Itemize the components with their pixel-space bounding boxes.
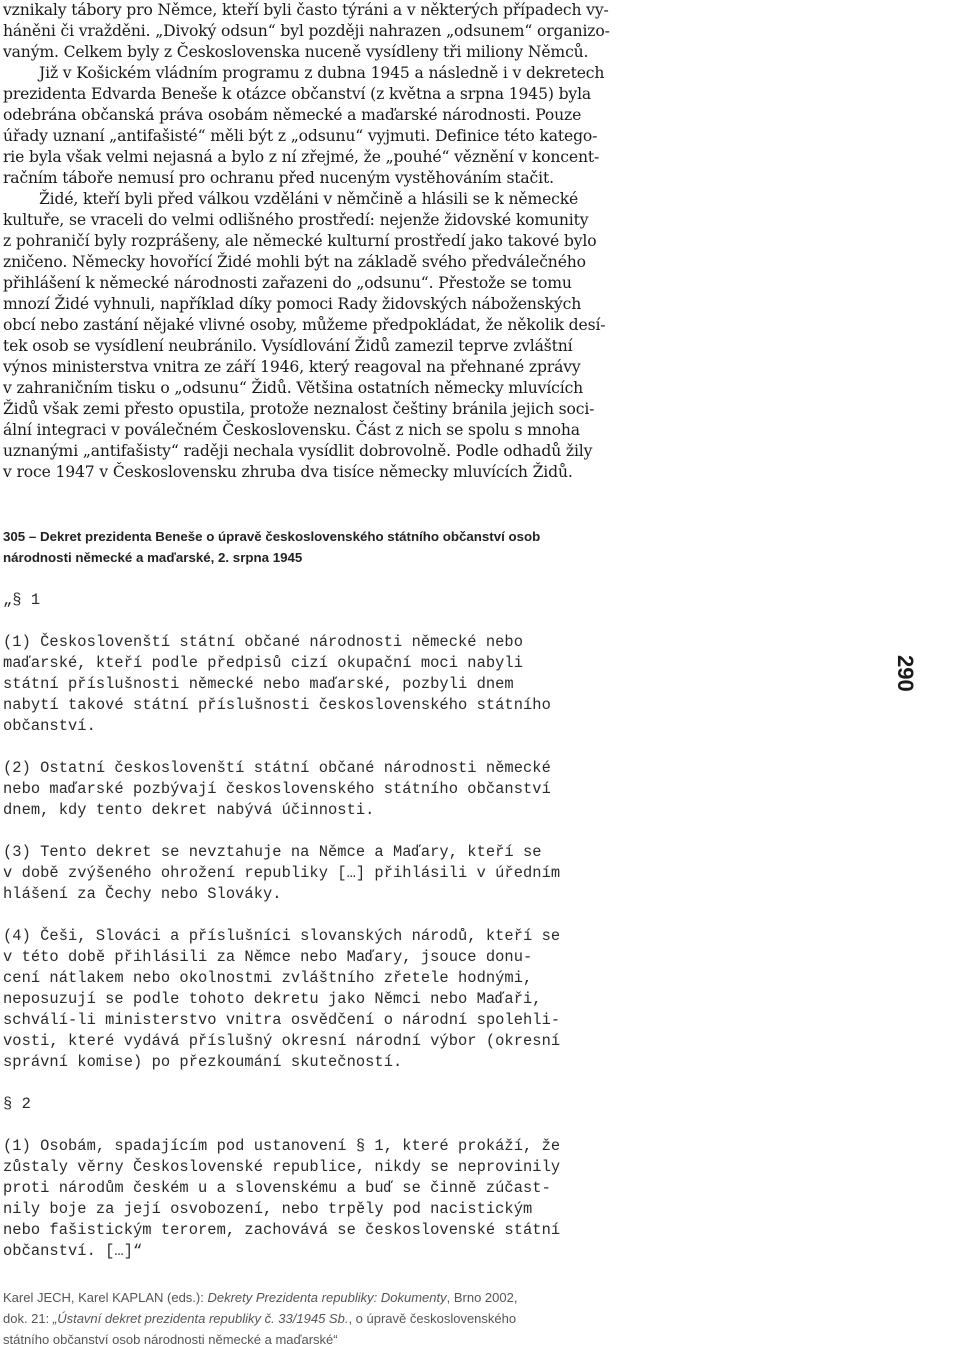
citation-place-year: , Brno 2002,: [446, 1290, 518, 1305]
decree-line: zůstaly věrny Československé republice, nikdy se neprovinily: [3, 1158, 561, 1176]
caption-line: 305 – Dekret prezidenta Beneše o úpravě československého státního občanství osob: [3, 529, 541, 544]
decree-line: státní příslušnosti německé nebo maďarské, pozbyli dnem: [3, 675, 514, 693]
body-line: zničeno. Německy hovořící Židé mohli být na základě svého předválečného: [3, 253, 586, 271]
page-number: 290: [893, 655, 918, 692]
body-line: z pohraničí byly rozprášeny, ale německé kulturní prostředí jako takové bylo: [3, 232, 597, 250]
article-body: [3, 0, 610, 483]
decree-line: nebo maďarské pozbývají československého státního občanství: [3, 780, 551, 798]
body-line: vznikaly tábory pro Němce, kteří byli často týráni a v některých případech vy-: [3, 1, 609, 19]
body-line: Židů však zemi přesto opustila, protože neznalost češtiny bránila jejich soci-: [3, 400, 595, 418]
decree-line: nabytí takové státní příslušnosti československého státního: [3, 696, 551, 714]
body-line: Již v Košickém vládním programu z dubna 1945 a následně i v dekretech: [39, 64, 605, 82]
body-line: výnos ministerstva vnitra ze září 1946, který reagoval na přehnané zprávy: [3, 358, 581, 376]
citation-line: státního občanství osob národnosti německé a maďarské“: [3, 1332, 338, 1347]
body-line: rie byla však velmi nejasná a bylo z ní zřejmé, že „pouhé“ věznění v koncent-: [3, 148, 600, 166]
citation-doc: dok. 21:: [3, 1311, 53, 1326]
citation-title: Dekrety Prezidenta republiky: Dokumenty: [207, 1290, 447, 1305]
section-heading: „§ 1: [3, 591, 41, 609]
decree-line: cení nátlakem nebo okolnostmi zvláštního zřetele hodnými,: [3, 969, 533, 987]
section-heading: § 2: [3, 1095, 31, 1113]
decree-line: (1) Osobám, spadajícím pod ustanovení § 1, které prokáží, že: [3, 1137, 561, 1155]
body-line: prezidenta Edvarda Beneše k otázce občanství (z května a srpna 1945) byla: [3, 85, 592, 103]
body-line: vaným. Celkem byly z Československa nuceně vysídleny tři miliony Němců.: [3, 43, 589, 61]
body-line: v zahraničním tisku o „odsunu“ Židů. Většina ostatních německy mluvících: [3, 379, 584, 397]
body-line: tek osob se vysídlení neubránilo. Vysídlování Židů zamezil teprve zvláštní: [3, 337, 573, 355]
body-line: háněni či vražděni. „Divoký odsun“ byl později nahrazen „odsunem“ organizo-: [3, 22, 610, 40]
decree-line: správní komise) po přezkoumání skutečností.: [3, 1053, 403, 1071]
decree-line: nebo fašistickým terorem, zachovává se československé státní: [3, 1221, 561, 1239]
decree-line: hlášení za Čechy nebo Slováky.: [3, 885, 282, 903]
decree-line: (3) Tento dekret se nevztahuje na Němce a Maďary, kteří se: [3, 843, 542, 861]
body-line: Židé, kteří byli před válkou vzděláni v němčině a hlásili se k německé: [39, 190, 579, 208]
citation-authors: Karel JECH, Karel KAPLAN (eds.):: [3, 1290, 208, 1305]
citation-line: [3, 1287, 603, 1308]
decree-line: vosti, které vydává příslušný okresní národní výbor (okresní: [3, 1032, 561, 1050]
decree-line: neposuzují se podle tohoto dekretu jako Němci nebo Maďaři,: [3, 990, 542, 1008]
decree-line: schválí-li ministerstvo vnitra osvědčení o národní spolehli-: [3, 1011, 561, 1029]
body-line: v roce 1947 v Československu zhruba dva tisíce německy mluvících Židů.: [3, 463, 573, 481]
decree-line: občanství. […]“: [3, 1242, 143, 1260]
body-line: uznanými „antifašisty“ raději nechala vysídlit dobrovolně. Podle odhadů žily: [3, 442, 593, 460]
decree-line: občanství.: [3, 717, 96, 735]
body-line: račním táboře nemusí pro ochranu před nuceným vystěhováním stačit.: [3, 169, 554, 187]
decree-line: v této době přihlásili za Němce nebo Maďary, jsouce donu-: [3, 948, 533, 966]
decree-quote: [3, 590, 603, 1262]
decree-line: nily boje za její osvobození, nebo trpěly pod nacistickým: [3, 1200, 533, 1218]
body-line: odebrána občanská práva osobám německé a maďarské národnosti. Pouze: [3, 106, 582, 124]
decree-line: dnem, kdy tento dekret nabývá účinnosti.: [3, 801, 375, 819]
decree-line: (1) Českoslovenští státní občané národnosti německé nebo: [3, 633, 524, 651]
decree-line: proti národům českém u a slovenskému a buď se činně zúčast-: [3, 1179, 551, 1197]
citation-doc-title: „Ústavní dekret prezidenta republiky č. 33/1945 Sb.: [52, 1311, 349, 1326]
source-citation: [3, 1287, 603, 1350]
decree-line: maďarské, kteří podle předpisů cizí okupační moci nabyli: [3, 654, 524, 672]
body-line: mnozí Židé vyhnuli, například díky pomoci Rady židovských náboženských: [3, 295, 582, 313]
body-line: obcí nebo zastání nějaké vlivné osoby, můžeme předpokládat, že několik desí-: [3, 316, 606, 334]
body-line: kultuře, se vraceli do velmi odlišného prostředí: nejenže židovské komunity: [3, 211, 589, 229]
body-line: ální integraci v poválečném Československu. Část z nich se spolu s mnoha: [3, 421, 580, 439]
decree-line: v době zvýšeného ohrožení republiky […] přihlásili v úředním: [3, 864, 561, 882]
figure-caption: [3, 526, 603, 568]
decree-line: (4) Češi, Slováci a příslušníci slovanských národů, kteří se: [3, 927, 561, 945]
caption-line: národnosti německé a maďarské, 2. srpna 1945: [3, 550, 303, 565]
citation-line: [3, 1308, 603, 1329]
body-line: úřady uznaní „antifašisté“ měli být z „odsunu“ vyjmuti. Definice této katego-: [3, 127, 598, 145]
decree-line: (2) Ostatní českoslovenští státní občané národnosti německé: [3, 759, 551, 777]
citation-doc-rest: , o úpravě československého: [348, 1311, 517, 1326]
body-line: přihlášení k německé národnosti zařazeni do „odsunu“. Přestože se tomu: [3, 274, 572, 292]
